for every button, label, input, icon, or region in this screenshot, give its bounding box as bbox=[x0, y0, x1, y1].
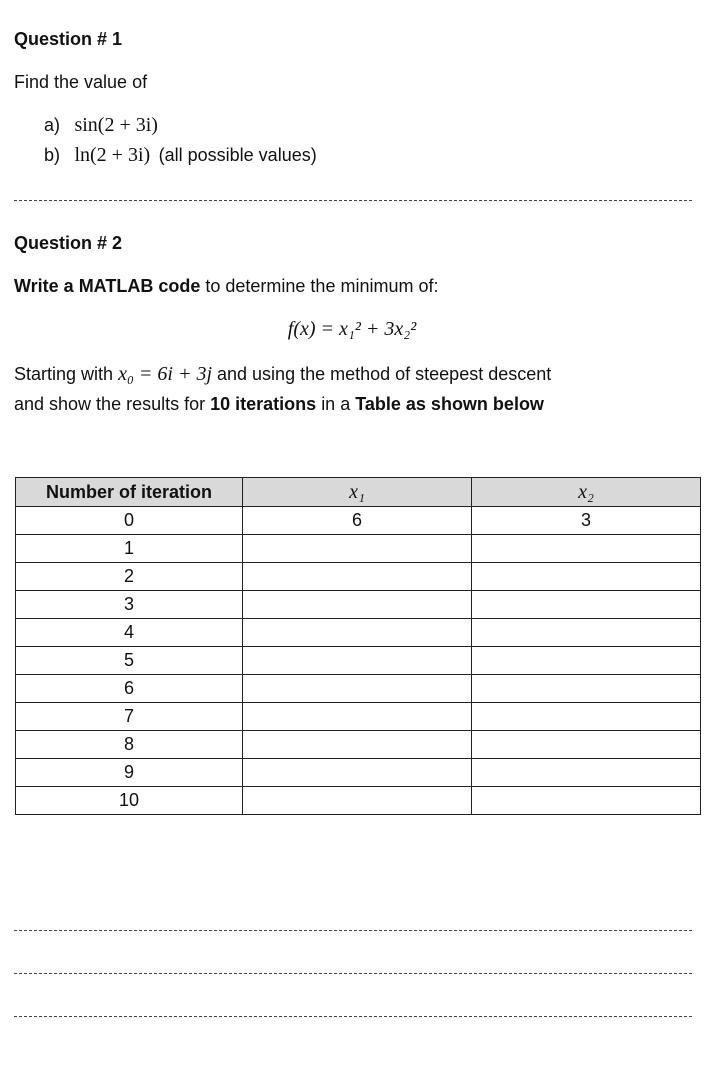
table-row bbox=[16, 591, 701, 619]
initial-point-expression: x₀ = 6i + 3j bbox=[118, 363, 212, 385]
question-2-line-1 bbox=[14, 363, 551, 386]
x2-cell: 3 bbox=[472, 507, 701, 535]
prompt-rest-text: to determine the minimum of: bbox=[205, 276, 439, 296]
line2-iterations-bold: 10 iterations bbox=[210, 394, 317, 414]
iteration-cell: 0 bbox=[16, 507, 243, 535]
answer-line-3 bbox=[14, 1016, 692, 1017]
x1-cell bbox=[243, 731, 472, 759]
iteration-cell: 10 bbox=[16, 787, 243, 815]
x1-cell: 6 bbox=[243, 507, 472, 535]
answer-line-2 bbox=[14, 973, 692, 974]
table-header-row bbox=[16, 478, 701, 507]
part-b-note: (all possible values) bbox=[158, 145, 317, 165]
table-row bbox=[16, 675, 701, 703]
part-a-label: a) bbox=[44, 115, 61, 135]
x1-cell bbox=[243, 619, 472, 647]
x1-cell bbox=[243, 591, 472, 619]
objective-equation: f(x) = x₁² + 3x₂² bbox=[287, 318, 417, 340]
part-b-label: b) bbox=[44, 145, 61, 165]
table-row bbox=[16, 535, 701, 563]
x1-cell bbox=[243, 759, 472, 787]
x1-cell bbox=[243, 563, 472, 591]
table-row bbox=[16, 507, 701, 535]
x2-cell bbox=[472, 647, 701, 675]
table-row bbox=[16, 759, 701, 787]
iteration-cell: 7 bbox=[16, 703, 243, 731]
part-b-expression: ln(2 + 3i) bbox=[74, 144, 151, 166]
x2-cell bbox=[472, 619, 701, 647]
separator-line bbox=[14, 200, 692, 201]
x2-cell bbox=[472, 731, 701, 759]
header-x1: x₁ bbox=[243, 478, 472, 507]
iteration-cell: 1 bbox=[16, 535, 243, 563]
table-row bbox=[16, 619, 701, 647]
x2-cell bbox=[472, 563, 701, 591]
line2-pre-text: and show the results for bbox=[14, 394, 206, 414]
iteration-cell: 8 bbox=[16, 731, 243, 759]
x2-cell bbox=[472, 675, 701, 703]
iteration-cell: 3 bbox=[16, 591, 243, 619]
question-1-prompt: Find the value of bbox=[14, 72, 148, 92]
x2-cell bbox=[472, 535, 701, 563]
x1-cell bbox=[243, 703, 472, 731]
table-row bbox=[16, 787, 701, 815]
x2-cell bbox=[472, 759, 701, 787]
question-1-part-b bbox=[44, 144, 317, 167]
iteration-cell: 5 bbox=[16, 647, 243, 675]
question-1-part-a bbox=[44, 114, 158, 137]
table-row bbox=[16, 731, 701, 759]
answer-line-1 bbox=[14, 930, 692, 931]
line1-post-text: and using the method of steepest descent bbox=[217, 364, 552, 384]
question-2-prompt bbox=[14, 276, 438, 297]
iteration-table bbox=[15, 477, 701, 815]
iteration-cell: 2 bbox=[16, 563, 243, 591]
x1-cell bbox=[243, 535, 472, 563]
x2-cell bbox=[472, 591, 701, 619]
iteration-cell: 9 bbox=[16, 759, 243, 787]
table-row bbox=[16, 703, 701, 731]
question-1-title: Question # 1 bbox=[14, 29, 123, 49]
table-row bbox=[16, 563, 701, 591]
header-iteration: Number of iteration bbox=[16, 478, 243, 507]
x2-cell bbox=[472, 787, 701, 815]
line2-table-bold: Table as shown below bbox=[355, 394, 544, 414]
line2-mid-text: in a bbox=[321, 394, 351, 414]
iteration-cell: 4 bbox=[16, 619, 243, 647]
header-x2: x₂ bbox=[472, 478, 701, 507]
part-a-expression: sin(2 + 3i) bbox=[74, 114, 158, 136]
table-row bbox=[16, 647, 701, 675]
x1-cell bbox=[243, 675, 472, 703]
x2-cell bbox=[472, 703, 701, 731]
question-2-line-2 bbox=[14, 394, 544, 415]
prompt-bold-text: Write a MATLAB code bbox=[14, 276, 201, 296]
x1-cell bbox=[243, 787, 472, 815]
x1-cell bbox=[243, 647, 472, 675]
iteration-cell: 6 bbox=[16, 675, 243, 703]
question-2-title: Question # 2 bbox=[14, 233, 123, 253]
line1-pre-text: Starting with bbox=[14, 364, 114, 384]
